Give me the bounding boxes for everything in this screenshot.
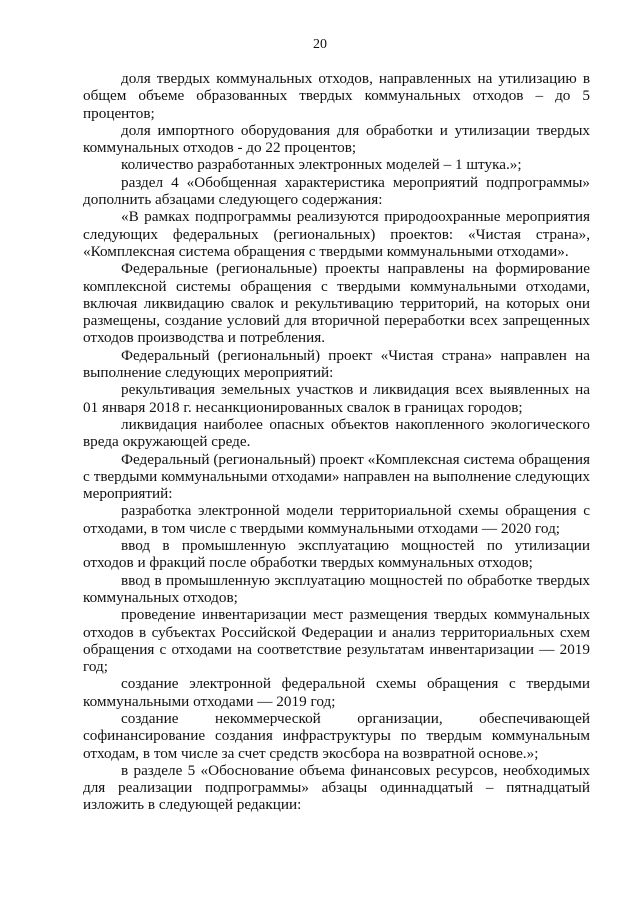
paragraph: рекультивация земельных участков и ликвидация всех выявленных на 01 января 2018 г. несанкционированных свалок в границах городов; — [83, 381, 590, 416]
paragraph: Федеральный (региональный) проект «Чистая страна» направлен на выполнение следующих мероприятий: — [83, 346, 590, 382]
paragraph: проведение инвентаризации мест размещения твердых коммунальных отходов в субъектах Российской Федерации и анализ территориальных схем обращения с отходами на соответствие результатам инвентаризации — 2019 год; — [83, 606, 590, 676]
paragraph: Федеральные (региональные) проекты направлены на формирование комплексной системы обращения с твердыми коммунальными отходами, включая ликвидацию свалок и рекультивацию территорий, на которых они размещены, создание условий для вторичной переработки всех запрещенных отходов производства и потребления. — [83, 260, 590, 347]
paragraph: ввод в промышленную эксплуатацию мощностей по утилизации отходов и фракций после обработки твердых коммунальных отходов; — [83, 537, 590, 572]
paragraph: ввод в промышленную эксплуатацию мощностей по обработке твердых коммунальных отходов; — [83, 571, 590, 606]
paragraph: в разделе 5 «Обоснование объема финансовых ресурсов, необходимых для реализации подпрограммы» абзацы одиннадцатый – пятнадцатый изложить в следующей редакции: — [83, 761, 590, 814]
paragraph: количество разработанных электронных моделей – 1 штука.»; — [121, 156, 522, 174]
page-number: 20 — [313, 37, 327, 52]
paragraph: создание электронной федеральной схемы обращения с твердыми коммунальными отходами — 2019 год; — [83, 675, 590, 710]
paragraph: разработка электронной модели территориальной схемы обращения с отходами, в том числе с твердыми коммунальными отходами — 2020 год; — [83, 502, 590, 537]
paragraph: доля импортного оборудования для обработки и утилизации твердых коммунальных отходов - до 22 процентов; — [83, 121, 590, 157]
paragraph: ликвидация наиболее опасных объектов накопленного экологического вреда окружающей среде. — [83, 415, 590, 451]
paragraph: создание некоммерческой организации, обеспечивающей софинансирование создания инфраструктуры по твердым коммунальным отходам, в том числе за счет средств экосбора на возвратной основе.»; — [83, 709, 590, 762]
paragraph: доля твердых коммунальных отходов, направленных на утилизацию в общем объеме образованных твердых коммунальных отходов – до 5 процентов; — [83, 70, 590, 122]
paragraph: Федеральный (региональный) проект «Комплексная система обращения с твердыми коммунальными отходами» направлен на выполнение следующих мероприятий: — [83, 450, 590, 503]
paragraph: раздел 4 «Обобщенная характеристика мероприятий подпрограммы» дополнить абзацами следующего содержания: — [83, 173, 590, 209]
paragraph: «В рамках подпрограммы реализуются природоохранные мероприятия следующих федеральных (региональных) проектов: «Чистая страна», «Комплексная система обращения с твердыми коммунальными отходами». — [83, 208, 590, 260]
body-text — [83, 70, 590, 814]
